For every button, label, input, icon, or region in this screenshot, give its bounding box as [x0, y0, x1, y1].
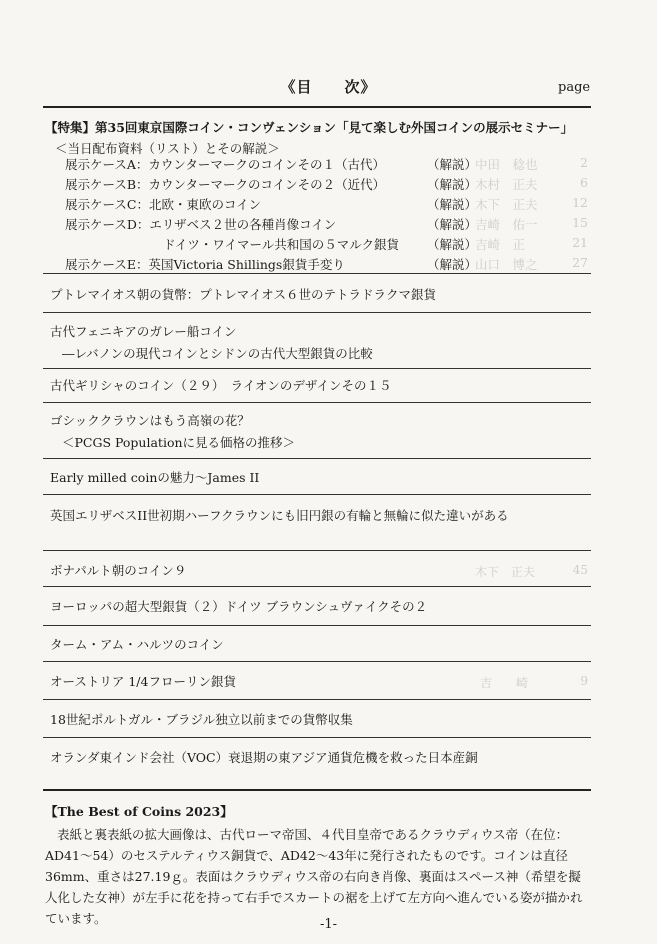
page-number: 15	[572, 215, 588, 230]
author: 山口 博之	[475, 257, 538, 272]
divider	[43, 550, 591, 551]
entry-title: 18世紀ポルトガル・ブラジル独立以前までの貨幣収集	[50, 712, 353, 727]
divider	[43, 625, 591, 626]
toc-entry[interactable]	[50, 561, 186, 579]
divider	[43, 789, 591, 791]
toc-case-row[interactable]	[0, 155, 600, 174]
faint-page: 45	[572, 563, 588, 577]
toc-entry[interactable]	[50, 710, 353, 728]
page-number: 6	[580, 175, 588, 190]
divider	[43, 368, 591, 369]
entry-title: ボナパルト朝のコイン９	[50, 563, 187, 578]
faint-author: 吉 崎	[480, 676, 529, 690]
author: 吉崎 佑一	[475, 217, 538, 232]
featured-subheading: ＜当日配布資料（リスト）とその解説＞	[55, 141, 280, 156]
divider	[43, 586, 591, 587]
toc-entry[interactable]	[50, 506, 509, 524]
page-number-footer: -1-	[319, 917, 338, 932]
toc-case-row[interactable]	[0, 215, 600, 234]
toc-entry[interactable]	[50, 635, 224, 653]
author: 木下 正夫	[475, 197, 538, 212]
featured-section	[45, 118, 593, 157]
entry-title: 英国エリザベスII世初期ハーフクラウンにも旧円銀の有輪と無輪に似た違いがある	[50, 508, 509, 523]
note-label: （解説）	[427, 257, 478, 272]
entry-title: ターム・アム・ハルツのコイン	[50, 637, 224, 652]
entry-title: ゴシッククラウンはもう高嶺の花？	[50, 413, 250, 428]
case-title: 展示ケースC：北欧・東欧のコイン	[65, 197, 262, 212]
entry-title: ヨーロッパの超大型銀貨（２）ドイツ ブラウンシュヴァイクその２	[50, 599, 428, 614]
page-number: 27	[572, 255, 588, 270]
best-of-coins-section	[45, 802, 593, 929]
case-title: 展示ケースD：エリザベス２世の各種肖像コイン	[65, 217, 337, 232]
note-label: （解説）	[427, 197, 478, 212]
page-number: 2	[580, 155, 588, 170]
divider	[43, 661, 591, 662]
entry-subtitle: ＜PCGS Populationに見る価格の推移＞	[62, 435, 296, 450]
divider	[43, 106, 591, 108]
divider	[43, 402, 591, 403]
toc-entry[interactable]	[50, 748, 478, 766]
divider	[43, 494, 591, 495]
page-number: 21	[572, 235, 588, 250]
divider	[43, 699, 591, 700]
author: 木村 正夫	[475, 177, 538, 192]
entry-title: オーストリア 1/4フローリン銀貨	[50, 674, 236, 689]
divider	[43, 312, 591, 313]
entry-title: プトレマイオス朝の貨幣：プトレマイオス６世のテトラドラクマ銀貨	[50, 287, 437, 302]
toc-entry[interactable]	[50, 597, 427, 615]
faint-page: 9	[580, 674, 588, 688]
page-column-label: page	[558, 80, 591, 95]
toc-case-row[interactable]	[0, 195, 600, 214]
entry-title: 古代ギリシャのコイン（２９） ライオンのデザインその１５	[50, 378, 392, 393]
divider	[43, 458, 591, 459]
note-label: （解説）	[427, 177, 478, 192]
toc-entry[interactable]	[50, 322, 373, 362]
entry-title: 古代フェニキアのガレー船コイン	[50, 324, 237, 339]
faint-author: 木下 正夫	[475, 565, 536, 579]
page-number: 12	[572, 195, 588, 210]
toc-entry[interactable]	[50, 672, 236, 690]
note-label: （解説）	[427, 237, 478, 252]
entry-title: オランダ東インド会社（VOC）衰退期の東アジア通貨危機を救った日本産銅	[50, 750, 478, 765]
case-title: 展示ケースE：英国Victoria Shillings銀貨手変り	[65, 257, 345, 272]
toc-case-row[interactable]	[0, 255, 600, 274]
entry-title: Early milled coinの魅力〜James II	[50, 470, 260, 485]
divider	[43, 273, 591, 274]
best-of-coins-heading: 【The Best of Coins 2023】	[45, 804, 233, 819]
case-title: 展示ケースB：カウンターマークのコインその２（近代）	[65, 177, 386, 192]
toc-case-row[interactable]	[0, 235, 600, 254]
toc-entry[interactable]	[50, 411, 295, 451]
entry-subtitle: ―レバノンの現代コインとシドンの古代大型銀貨の比較	[62, 346, 373, 361]
author: 吉崎 正	[475, 237, 526, 252]
toc-entry[interactable]	[50, 285, 436, 303]
best-of-coins-text: 表紙と裏表紙の拡大画像は、古代ローマ帝国、４代目皇帝であるクラウディウス帝（在位：AD41～54）のセステルティウス銅貨で、AD42～43年に発行されたものです。コインは直径36mm、重さは27.19ｇ。表面はクラウディウス帝の右向き肖像、裏面はスペース神（希望を擬人化した女神）が左手に花を持って右手でスカートの裾を上げて左方向へ進んでいる姿が描かれています。	[45, 827, 583, 926]
page-title: 《目 次》	[280, 78, 377, 96]
toc-entry[interactable]	[50, 468, 259, 486]
toc-case-row[interactable]	[0, 175, 600, 194]
featured-heading: 【特集】第35回東京国際コイン・コンヴェンション「見て楽しむ外国コインの展示セミナー」	[45, 120, 574, 135]
divider	[43, 737, 591, 738]
note-label: （解説）	[427, 157, 478, 172]
note-label: （解説）	[427, 217, 478, 232]
case-title: ドイツ・ワイマール共和国の５マルク銀貨	[163, 237, 400, 252]
case-title: 展示ケースA：カウンターマークのコインその１（古代）	[65, 157, 386, 172]
toc-entry[interactable]	[50, 376, 392, 394]
author: 中田 稔也	[475, 157, 538, 172]
